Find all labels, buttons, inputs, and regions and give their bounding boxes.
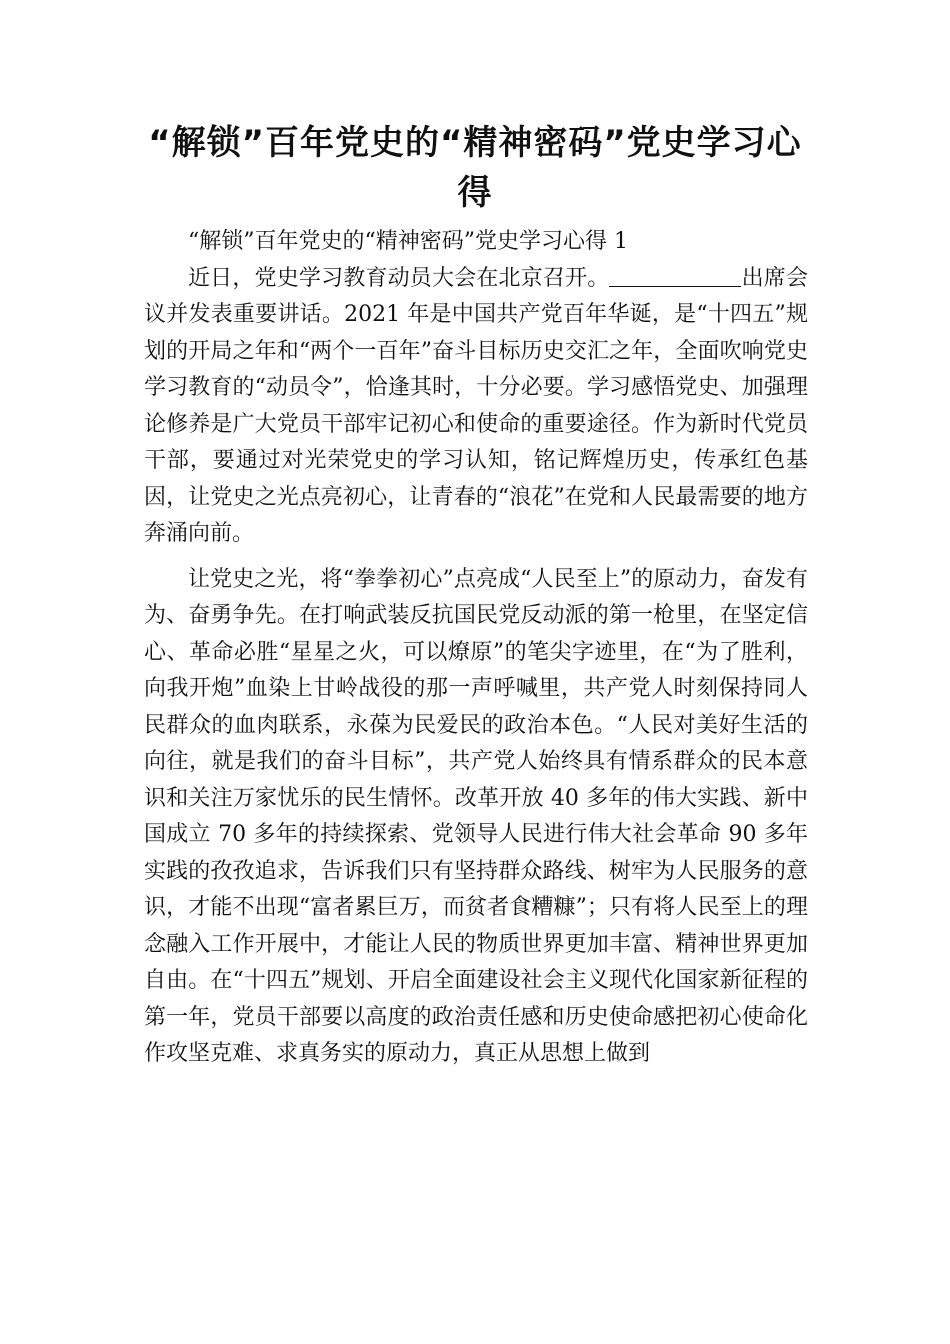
document-subtitle: “解锁”百年党史的“精神密码”党史学习心得 1 [188, 229, 628, 254]
paragraph-1 [144, 261, 808, 553]
blank-fill-line [609, 264, 741, 287]
paragraph-1-rest: 出席会议并发表重要讲话。2021 年是中国共产党百年华诞，是“十四五”规划的开局之年和“两个一百年”奋斗目标历史交汇之年，全面吹响党史学习教育的“动员令”，恰逢其时，十分必要。学习感悟党史、加强理论修养是广大党员干部牢记初心和使命的重要途径。作为新时代党员干部，要通过对光荣党史的学习认知，铭记辉煌历史，传承红色基因，让党史之光点亮初心，让青春的“浪花”在党和人民最需要的地方奔涌向前。 [144, 265, 808, 546]
document-title: “解锁”百年党史的“精神密码”党史学习心得 [148, 123, 802, 213]
document-body [144, 224, 808, 1073]
paragraph-1-start: 近日，党史学习教育动员大会在北京召开。 [188, 265, 610, 291]
paragraph-2: 让党史之光，将“拳拳初心”点亮成“人民至上”的原动力，奋发有为、奋勇争先。在打响武装反抗国民党反动派的第一枪里，在坚定信心、革命必胜“星星之火，可以燎原”的笔尖字迹里，在“为了胜利，向我开炮”血染上甘岭战役的那一声呼喊里，共产党人时刻保持同人民群众的血肉联系，永葆为民爱民的政治本色。“人民对美好生活的向往，就是我们的奋斗目标”，共产党人始终具有情系群众的民本意识和关注万家忧乐的民生情怀。改革开放 40 多年的伟大实践、新中国成立 70 多年的持续探索、党领导人民进行伟大社会革命 90 多年实践的孜孜追求，告诉我们只有坚持群众路线、树牢为人民服务的意识，才能不出现“富者累巨万，而贫者食糟糠”；只有将人民至上的理念融入工作开展中，才能让人民的物质世界更加丰富、精神世界更加自由。在“十四五”规划、开启全面建设社会主义现代化国家新征程的第一年，党员干部要以高度的政治责任感和历史使命感把初心使命化作攻坚克难、求真务实的原动力，真正从思想上做到 [144, 566, 808, 1066]
